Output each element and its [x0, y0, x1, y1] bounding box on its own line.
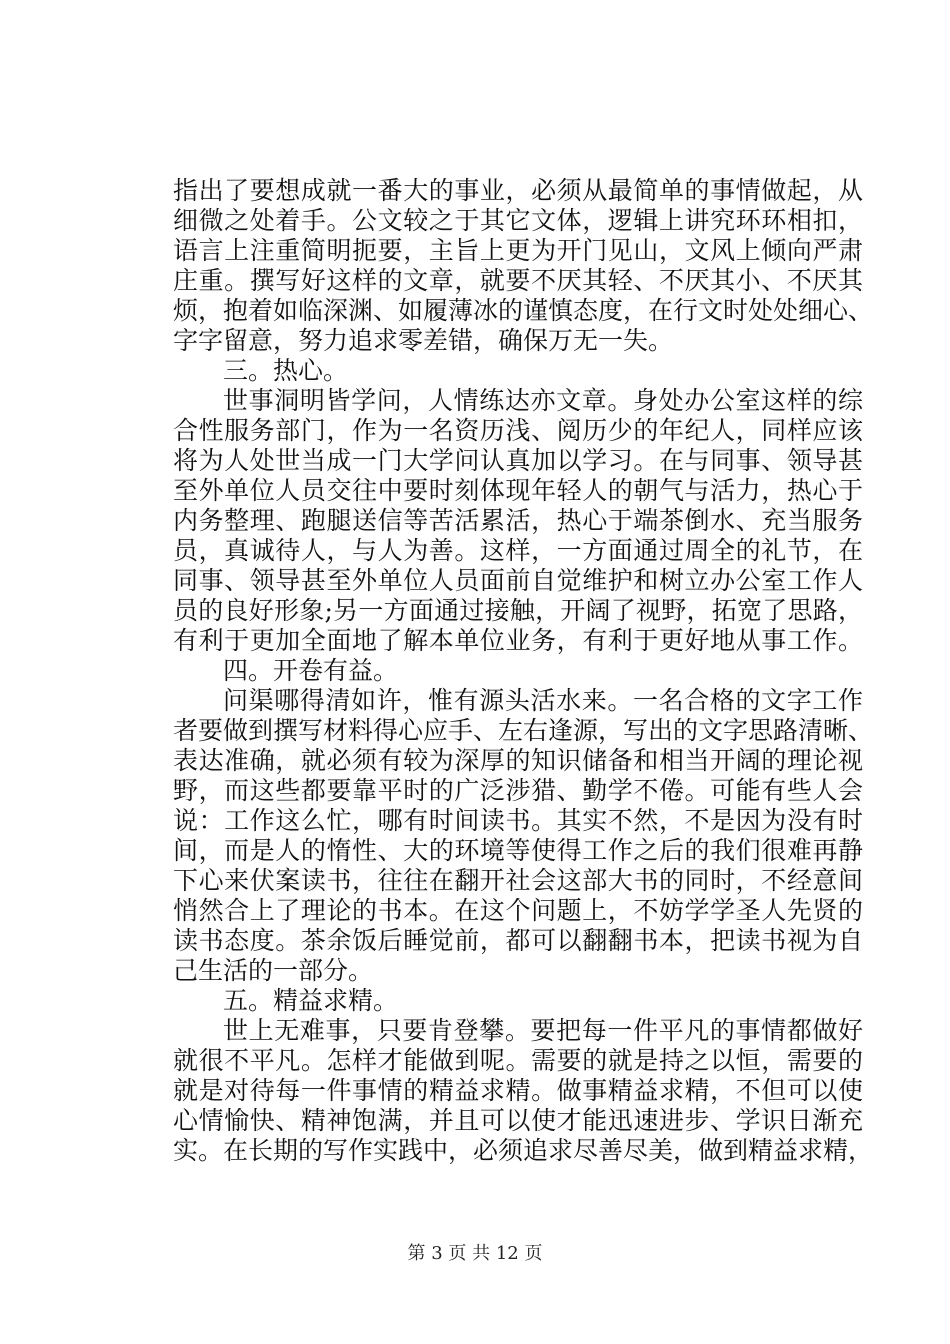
text-line: 合性服务部门，作为一名资历浅、阅历少的年纪人，同样应该 — [173, 416, 863, 445]
text-line: 烦，抱着如临深渊、如履薄冰的谨慎态度，在行文时处处细心、 — [173, 296, 874, 325]
text-line: 同事、领导甚至外单位人员面前自觉维护和树立办公室工作人 — [173, 566, 863, 595]
body-text — [173, 176, 874, 1166]
text-line: 有利于更加全面地了解本单位业务，有利于更好地从事工作。 — [173, 626, 863, 655]
text-line: 说：工作这么忙，哪有时间读书。其实不然，不是因为没有时 — [173, 806, 863, 835]
text-line: 心情愉快、精神饱满，并且可以使才能迅速进步、学识日渐充 — [173, 1106, 863, 1135]
text-line: 就是对待每一件事情的精益求精。做事精益求精，不但可以使 — [173, 1076, 863, 1105]
text-line: 至外单位人员交往中要时刻体现年轻人的朝气与活力，热心于 — [173, 476, 863, 505]
text-line: 将为人处世当成一门大学问认真加以学习。在与同事、领导甚 — [173, 446, 863, 475]
text-line: 指出了要想成就一番大的事业，必须从最简单的事情做起，从 — [173, 176, 863, 205]
text-line: 世事洞明皆学问，人情练达亦文章。身处办公室这样的综 — [223, 386, 863, 415]
text-line: 野，而这些都要靠平时的广泛涉猎、勤学不倦。可能有些人会 — [173, 776, 863, 805]
text-line: 庄重。撰写好这样的文章，就要不厌其轻、不厌其小、不厌其 — [173, 266, 863, 295]
text-line: 细微之处着手。公文较之于其它文体，逻辑上讲究环环相扣， — [173, 206, 863, 235]
text-line: 间，而是人的惰性、大的环境等使得工作之后的我们很难再静 — [173, 836, 863, 865]
section-heading: 五。精益求精。 — [223, 986, 399, 1015]
text-line: 己生活的一部分。 — [173, 956, 374, 985]
text-line: 实。在长期的写作实践中，必须追求尽善尽美，做到精益求精， — [173, 1136, 874, 1165]
text-line: 者要做到撰写材料得心应手、左右逢源，写出的文字思路清晰、 — [173, 716, 874, 745]
text-line: 表达准确，就必须有较为深厚的知识储备和相当开阔的理论视 — [173, 746, 863, 775]
section-heading: 四。开卷有益。 — [223, 656, 399, 685]
text-line: 员，真诚待人，与人为善。这样，一方面通过周全的礼节，在 — [173, 536, 863, 565]
text-line: 语言上注重简明扼要，主旨上更为开门见山，文风上倾向严肃 — [173, 236, 863, 265]
text-line: 内务整理、跑腿送信等苦活累活，热心于端茶倒水、充当服务 — [173, 506, 863, 535]
text-line: 问渠哪得清如许，惟有源头活水来。一名合格的文字工作 — [223, 686, 863, 715]
section-heading: 三。热心。 — [223, 356, 349, 385]
text-line: 悄然合上了理论的书本。在这个问题上，不妨学学圣人先贤的 — [173, 896, 863, 925]
text-line: 员的良好形象;另一方面通过接触，开阔了视野，拓宽了思路， — [173, 596, 863, 625]
text-line: 就很不平凡。怎样才能做到呢。需要的就是持之以恒，需要的 — [173, 1046, 863, 1075]
text-line: 字字留意，努力追求零差错，确保万无一失。 — [173, 326, 674, 355]
text-line: 下心来伏案读书，往往在翻开社会这部大书的同时，不经意间 — [173, 866, 863, 895]
text-line: 读书态度。茶余饭后睡觉前，都可以翻翻书本，把读书视为自 — [173, 926, 863, 955]
text-line: 世上无难事，只要肯登攀。要把每一件平凡的事情都做好 — [223, 1016, 863, 1045]
page-footer: 第 3 页 共 12 页 — [407, 1243, 543, 1264]
